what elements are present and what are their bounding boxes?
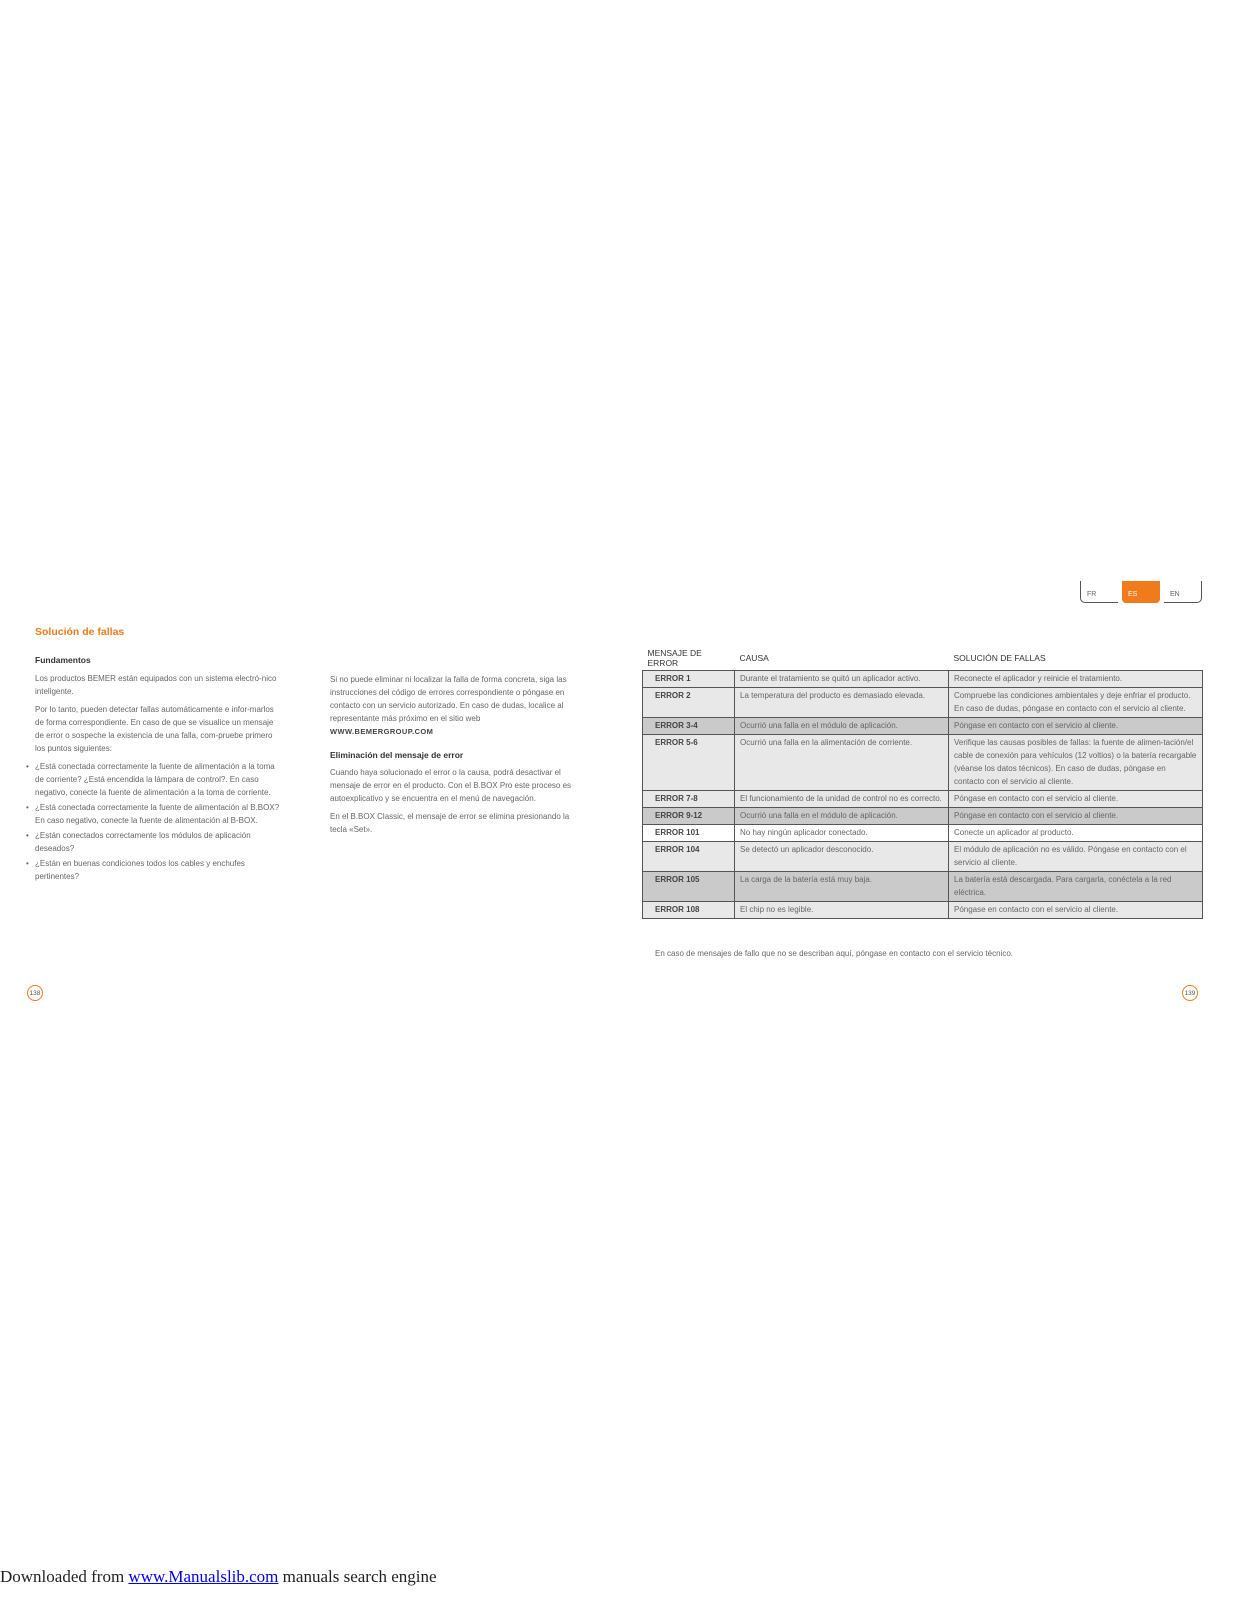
download-footer xyxy=(0,1567,437,1587)
table-row xyxy=(643,735,1203,791)
table-row xyxy=(643,872,1203,902)
solution-cell: Póngase en contacto con el servicio al cliente. xyxy=(949,718,1203,735)
table-row xyxy=(643,842,1203,872)
error-code-cell: ERROR 101 xyxy=(643,825,735,842)
error-code-cell: ERROR 5-6 xyxy=(643,735,735,791)
error-code-cell: ERROR 104 xyxy=(643,842,735,872)
footer-prefix: Downloaded from xyxy=(0,1567,129,1586)
list-item: • ¿Están en buenas condiciones todos los cables y enchufes pertinentes? xyxy=(35,857,280,883)
table-row xyxy=(643,688,1203,718)
cause-cell: El chip no es legible. xyxy=(735,902,949,919)
solution-cell: El módulo de aplicación no es válido. Póngase en contacto con el servicio al cliente. xyxy=(949,842,1203,872)
table-footnote: En caso de mensajes de fallo que no se describan aquí, póngase en contacto con el servicio técnico. xyxy=(655,949,1014,958)
error-table-wrapper xyxy=(642,648,1202,919)
list-item: • ¿Está conectada correctamente la fuente de alimentación a la toma de corriente? ¿Está encendida la lámpara de control?. En caso negativo, conecte la fuente de alimentación a la toma de corriente. xyxy=(35,760,280,799)
table-row xyxy=(643,825,1203,842)
error-code-cell: ERROR 7-8 xyxy=(643,791,735,808)
cause-cell: La temperatura del producto es demasiado elevada. xyxy=(735,688,949,718)
cause-cell: Ocurrió una falla en la alimentación de corriente. xyxy=(735,735,949,791)
table-body xyxy=(643,671,1203,919)
error-code-cell: ERROR 108 xyxy=(643,902,735,919)
error-table xyxy=(642,648,1203,919)
middle-column xyxy=(330,673,578,841)
table-row xyxy=(643,791,1203,808)
tab-en[interactable]: EN xyxy=(1164,581,1202,603)
table-header-row xyxy=(643,648,1203,671)
table-row xyxy=(643,808,1203,825)
table-row xyxy=(643,902,1203,919)
solution-cell: Verifique las causas posibles de fallas: la fuente de alimen-tación/el cable de conexión para vehículos (12 voltios) o la batería recargable (véanse los datos técnicos). En caso de dudas, póngase en contacto con el servicio al cliente. xyxy=(949,735,1203,791)
removal-paragraph: Cuando haya solucionado el error o la causa, podrá desactivar el mensaje de error en el producto. Con el B.BOX Pro este proceso es autoexplicativo y se encuentra en el menú de navegación. xyxy=(330,768,572,803)
error-code-cell: ERROR 2 xyxy=(643,688,735,718)
solution-cell: Póngase en contacto con el servicio al cliente. xyxy=(949,902,1203,919)
solution-cell: Compruebe las condiciones ambientales y deje enfriar el producto. En caso de dudas, póngase en contacto con el servicio al cliente. xyxy=(949,688,1203,718)
cause-cell: Durante el tratamiento se quitó un aplicador activo. xyxy=(735,671,949,688)
error-code-cell: ERROR 105 xyxy=(643,872,735,902)
cause-cell: Ocurrió una falla en el módulo de aplicación. xyxy=(735,718,949,735)
solution-cell: Conecte un aplicador al producto. xyxy=(949,825,1203,842)
solution-cell: Póngase en contacto con el servicio al cliente. xyxy=(949,791,1203,808)
website-link[interactable]: WWW.BEMERGROUP.COM xyxy=(330,727,434,736)
cause-cell: El funcionamiento de la unidad de control no es correcto. xyxy=(735,791,949,808)
solution-cell: La batería está descargada. Para cargarla, conéctela a la red eléctrica. xyxy=(949,872,1203,902)
tab-es[interactable]: ES xyxy=(1122,581,1160,603)
error-code-cell: ERROR 1 xyxy=(643,671,735,688)
tab-fr[interactable]: FR xyxy=(1080,581,1118,603)
error-removal-heading: Eliminación del mensaje de error xyxy=(330,750,464,760)
list-item: • ¿Están conectados correctamente los módulos de aplicación deseados? xyxy=(35,829,280,855)
error-code-cell: ERROR 9-12 xyxy=(643,808,735,825)
page-number-left: 138 xyxy=(27,985,43,1001)
cause-cell: Ocurrió una falla en el módulo de aplicación. xyxy=(735,808,949,825)
support-paragraph xyxy=(330,673,578,738)
cause-cell: La carga de la batería está muy baja. xyxy=(735,872,949,902)
left-column xyxy=(35,655,280,885)
section-title: Solución de fallas xyxy=(35,626,125,638)
check-paragraph: Por lo tanto, pueden detectar fallas automáticamente e infor-marlos de forma correspondiente. En caso de que se visualice un mensaje de error o sospeche la existencia de una falla, com-pruebe primero los puntos siguientes: xyxy=(35,705,274,753)
footer-suffix: manuals search engine xyxy=(278,1567,437,1586)
solution-cell: Póngase en contacto con el servicio al cliente. xyxy=(949,808,1203,825)
table-row xyxy=(643,671,1203,688)
support-text: Si no puede eliminar ni localizar la falla de forma concreta, siga las instrucciones del código de errores correspondiente o póngase en contacto con un servicio autorizado. En caso de dudas, localice al representante más próximo en el sitio web xyxy=(330,675,567,723)
error-code-cell: ERROR 3-4 xyxy=(643,718,735,735)
cause-cell: No hay ningún aplicador conectado. xyxy=(735,825,949,842)
header-solution: SOLUCIÓN DE FALLAS xyxy=(949,648,1203,671)
checklist xyxy=(35,760,280,883)
language-tabs xyxy=(1080,581,1202,605)
manualslib-link[interactable]: www.Manualslib.com xyxy=(128,1567,279,1586)
cause-cell: Se detectó un aplicador desconocido. xyxy=(735,842,949,872)
page-number-right: 139 xyxy=(1182,985,1198,1001)
solution-cell: Reconecte el aplicador y reinicie el tratamiento. xyxy=(949,671,1203,688)
list-item: • ¿Está conectada correctamente la fuente de alimentación al B.BOX? En caso negativo, conecte la fuente de alimentación al B-BOX. xyxy=(35,801,280,827)
intro-paragraph: Los productos BEMER están equipados con un sistema electró-nico inteligente. xyxy=(35,674,277,696)
header-error-message: MENSAJE DE ERROR xyxy=(643,648,735,671)
classic-paragraph: En el B.BOX Classic, el mensaje de error se elimina presionando la tecla «Set». xyxy=(330,812,570,834)
header-cause: CAUSA xyxy=(735,648,949,671)
fundamentos-heading: Fundamentos xyxy=(35,655,91,665)
table-row xyxy=(643,718,1203,735)
